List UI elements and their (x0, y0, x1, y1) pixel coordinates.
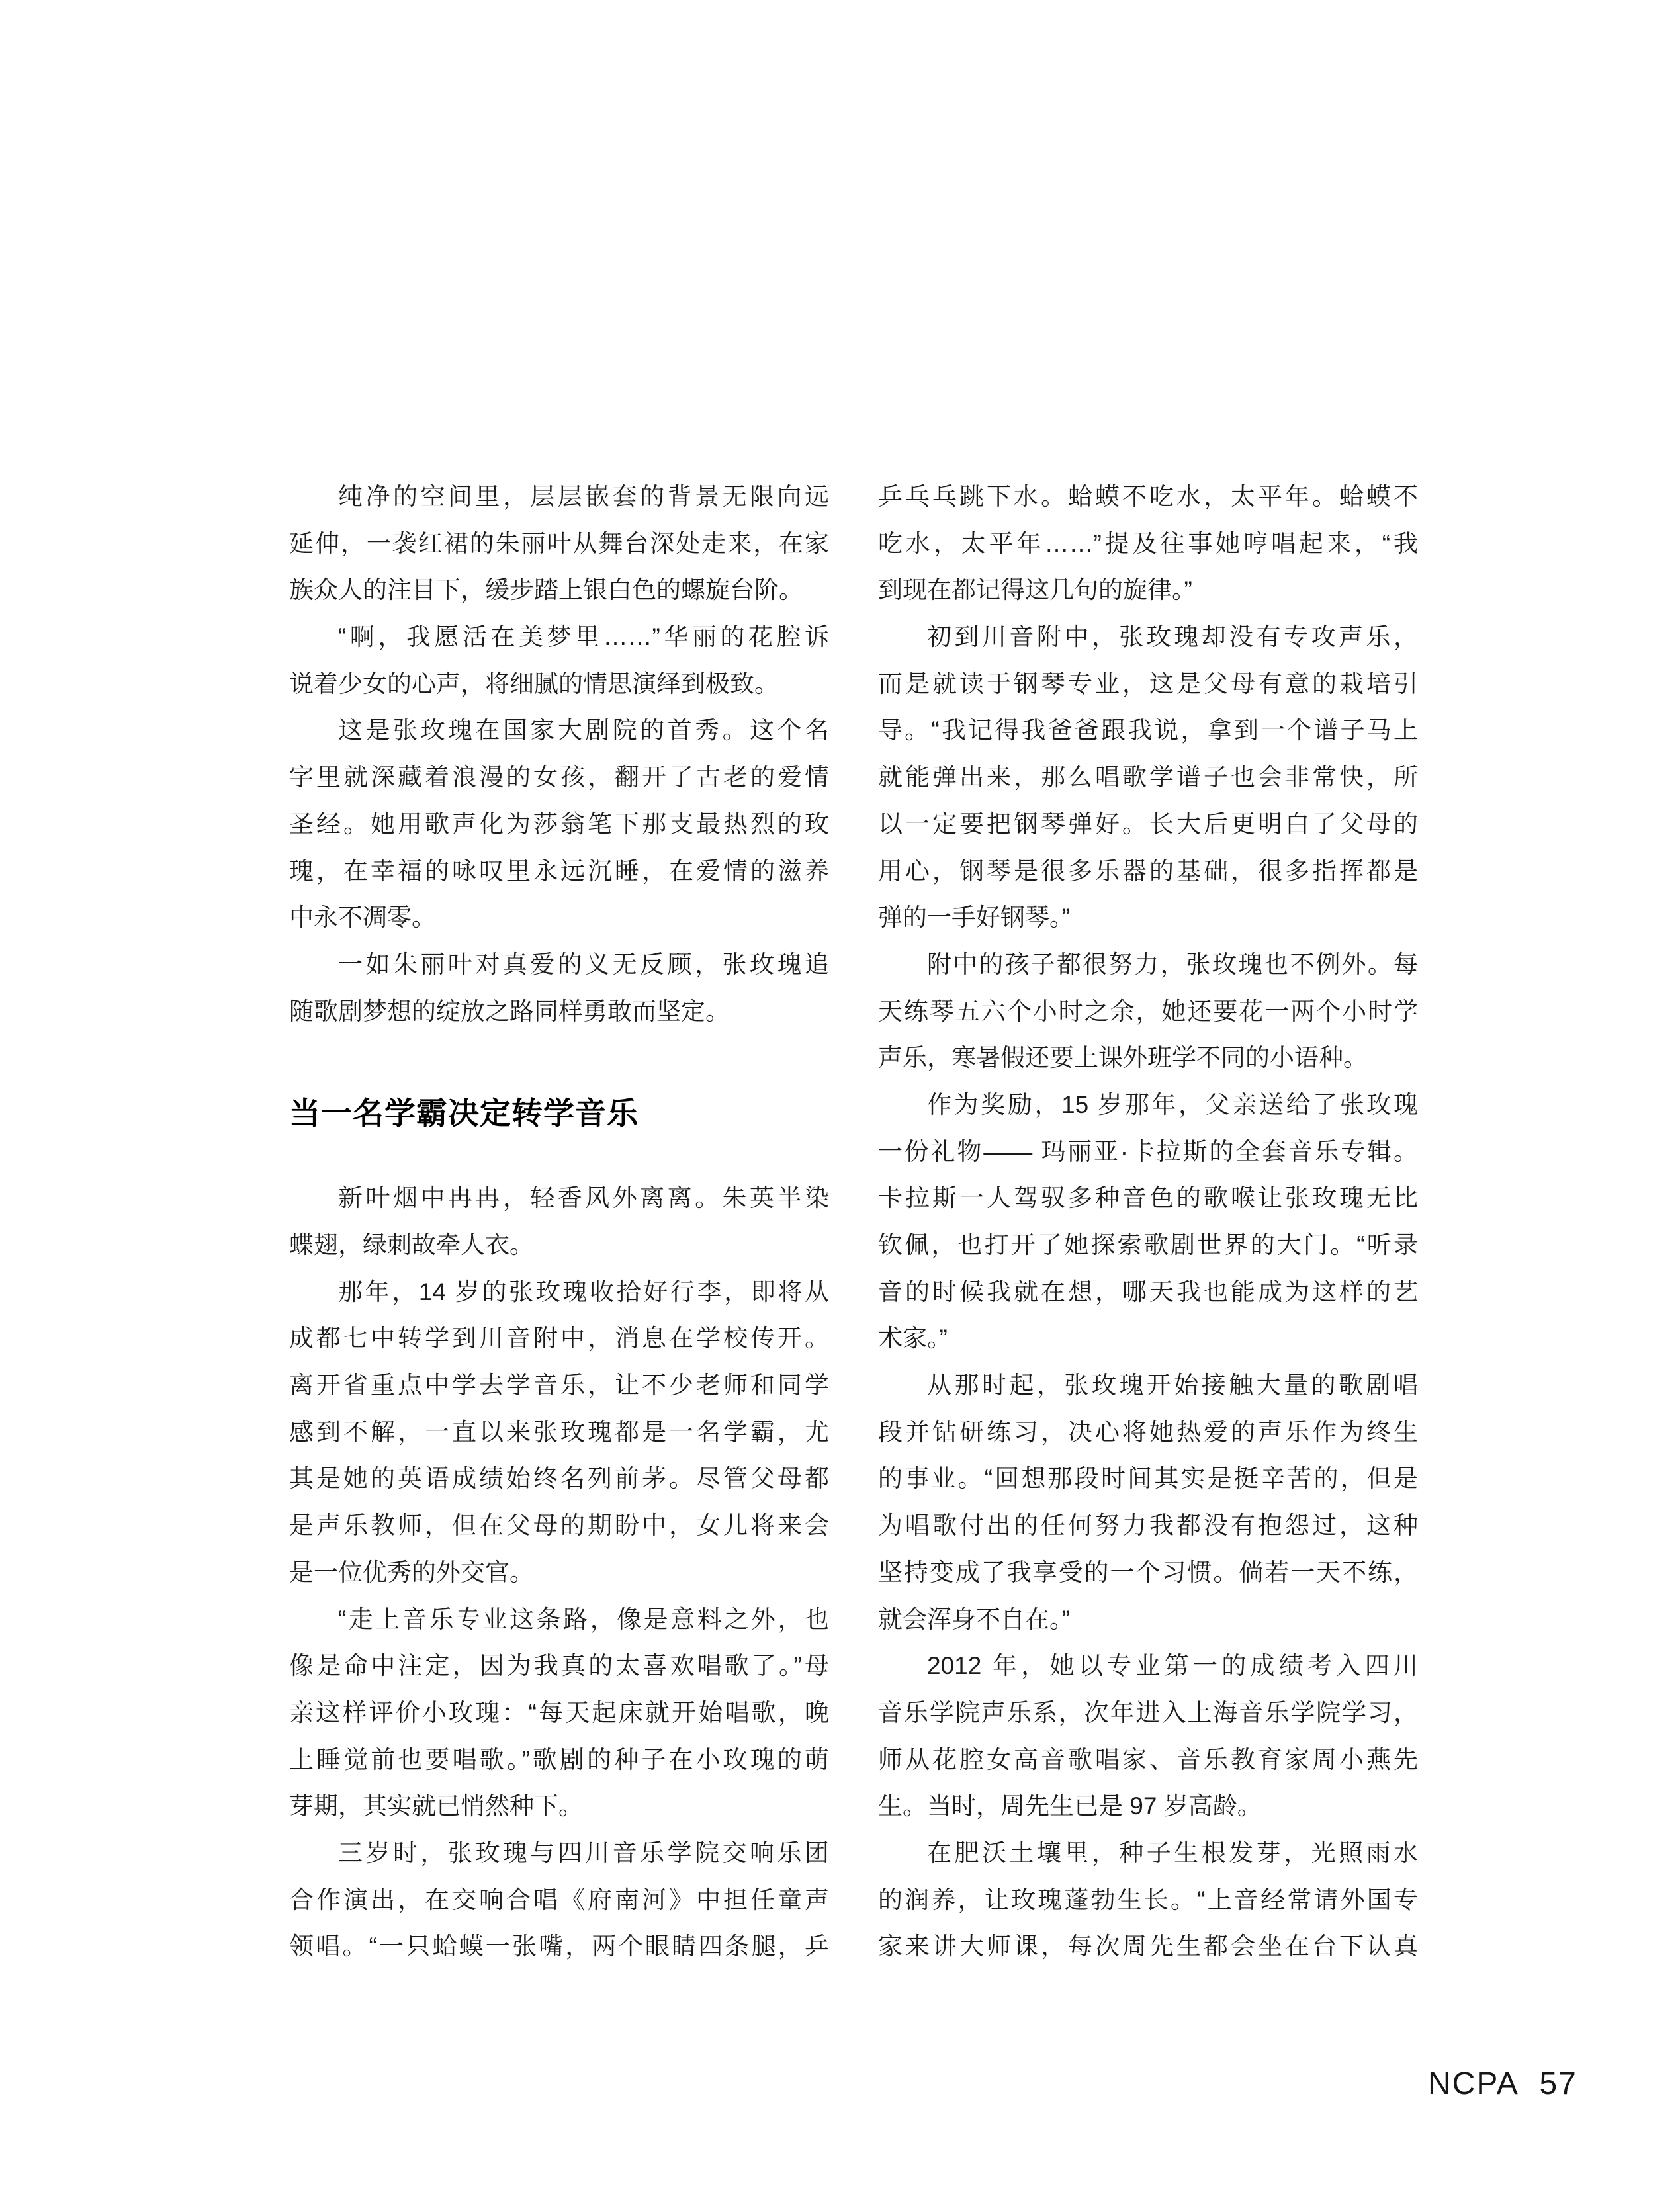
text-line: 从那时起，张玫瑰开始接触大量的歌剧唱 (927, 1372, 1418, 1399)
text-line: 卡拉斯一人驾驭多种音色的歌喉让张玫瑰无比 (878, 1184, 1418, 1212)
text-line: 天练琴五六个小时之余，她还要花一两个小时学 (878, 997, 1418, 1025)
text-line: “走上音乐专业这条路，像是意料之外，也 (338, 1605, 829, 1633)
text-line: 新叶烟中冉冉，轻香风外离离。朱英半染 (338, 1184, 829, 1212)
text-line: 字里就深藏着浪漫的女孩，翻开了古老的爱情 (289, 764, 829, 791)
text-line: 圣经。她用歌声化为莎翁笔下那支最热烈的玫 (289, 810, 829, 838)
text-line: 而是就读于钢琴专业，这是父母有意的栽培引 (878, 670, 1418, 697)
text-line: 就会浑身不自在。” (878, 1605, 1070, 1633)
text-line: 附中的孩子都很努力，张玫瑰也不例外。每 (927, 950, 1418, 978)
article-column-right (878, 474, 1418, 1970)
text-line: 上睡觉前也要唱歌。”歌剧的种子在小玫瑰的萌 (289, 1745, 829, 1773)
text-line: 导。“我记得我爸爸跟我说，拿到一个谱子马上 (878, 717, 1418, 744)
text-line: 说着少女的心声，将细腻的情思演绎到极致。 (289, 670, 779, 697)
text-line: 感到不解，一直以来张玫瑰都是一名学霸，尤 (289, 1418, 829, 1446)
text-line: 是一位优秀的外交官。 (289, 1558, 534, 1586)
text-line: 吃水，太平年……”提及往事她哼唱起来，“我 (878, 529, 1418, 557)
text-line: 的事业。“回想那段时间其实是挺辛苦的，但是 (878, 1465, 1418, 1493)
text-line: 纯净的空间里，层层嵌套的背景无限向远 (338, 483, 829, 510)
text-line: 在肥沃土壤里，种子生根发芽，光照雨水 (927, 1839, 1418, 1866)
text-line: 段并钻研练习，决心将她热爱的声乐作为终生 (878, 1418, 1418, 1446)
text-line: 师从花腔女高音歌唱家、音乐教育家周小燕先 (878, 1745, 1418, 1773)
text-line: 瑰，在幸福的咏叹里永远沉睡，在爱情的滋养 (289, 857, 829, 885)
text-line: 音的时候我就在想，哪天我也能成为这样的艺 (878, 1278, 1418, 1305)
text-line: 这是张玫瑰在国家大剧院的首秀。这个名 (338, 717, 829, 744)
text-line: 其是她的英语成绩始终名列前茅。尽管父母都 (289, 1465, 829, 1493)
text-line: 的润养，让玫瑰蓬勃生长。“上音经常请外国专 (878, 1886, 1418, 1913)
text-line: 延伸，一袭红裙的朱丽叶从舞台深处走来，在家 (289, 529, 829, 557)
text-line: 一如朱丽叶对真爱的义无反顾，张玫瑰追 (338, 950, 829, 978)
text-line: 是声乐教师，但在父母的期盼中，女儿将来会 (289, 1512, 829, 1540)
text-line: “啊，我愿活在美梦里……”华丽的花腔诉 (338, 623, 829, 651)
text-line: 音乐学院声乐系，次年进入上海音乐学院学习， (878, 1698, 1418, 1726)
text-line: 离开省重点中学去学音乐，让不少老师和同学 (289, 1372, 829, 1399)
text-line: 声乐，寒暑假还要上课外班学不同的小语种。 (878, 1044, 1368, 1072)
text-line: 用心，钢琴是很多乐器的基础，很多指挥都是 (878, 857, 1418, 885)
text-line: 到现在都记得这几句的旋律。” (878, 576, 1192, 604)
text-line: 蝶翅，绿刺故牵人衣。 (289, 1231, 534, 1259)
text-line: 为唱歌付出的任何努力我都没有抱怨过，这种 (878, 1512, 1418, 1540)
text-line: 像是命中注定，因为我真的太喜欢唱歌了。”母 (289, 1652, 829, 1680)
text-line: 乒乓乓跳下水。蛤蟆不吃水，太平年。蛤蟆不 (878, 483, 1418, 510)
text-line: 随歌剧梦想的绽放之路同样勇敢而坚定。 (289, 997, 730, 1025)
text-line: 族众人的注目下，缓步踏上银白色的螺旋台阶。 (289, 576, 803, 604)
text-line: 作为奖励，15 岁那年，父亲送给了张玫瑰 (927, 1090, 1418, 1118)
text-line: 合作演出，在交响合唱《府南河》中担任童声 (289, 1886, 829, 1913)
text-line: 钦佩，也打开了她探索歌剧世界的大门。“听录 (878, 1231, 1418, 1258)
text-line: 2012 年，她以专业第一的成绩考入四川 (927, 1652, 1418, 1680)
text-line: 一份礼物—— 玛丽亚·卡拉斯的全套音乐专辑。 (878, 1137, 1418, 1165)
text-line: 弹的一手好钢琴。” (878, 904, 1070, 932)
text-line: 以一定要把钢琴弹好。长大后更明白了父母的 (878, 810, 1418, 838)
text-line: 领唱。“一只蛤蟆一张嘴，两个眼睛四条腿，乒 (289, 1933, 829, 1960)
article-column-left (289, 474, 829, 1970)
text-line: 亲这样评价小玫瑰：“每天起床就开始唱歌，晚 (289, 1698, 829, 1726)
text-line: 术家。” (878, 1325, 948, 1352)
text-line: 三岁时，张玫瑰与四川音乐学院交响乐团 (338, 1839, 829, 1866)
text-line: 中永不凋零。 (289, 904, 436, 932)
text-line: 就能弹出来，那么唱歌学谱子也会非常快，所 (878, 764, 1418, 791)
text-line: 坚持变成了我享受的一个习惯。倘若一天不练， (878, 1558, 1418, 1586)
text-line: 初到川音附中，张玫瑰却没有专攻声乐， (927, 623, 1418, 651)
section-heading: 当一名学霸决定转学音乐 (289, 1095, 639, 1131)
text-line: 成都七中转学到川音附中，消息在学校传开。 (289, 1325, 829, 1352)
page-number: NCPA 57 (1428, 2066, 1577, 2101)
text-line: 芽期，其实就已悄然种下。 (289, 1792, 583, 1820)
text-line: 生。当时，周先生已是 97 岁高龄。 (878, 1792, 1262, 1820)
text-line: 家来讲大师课，每次周先生都会坐在台下认真 (878, 1933, 1418, 1960)
text-line: 那年，14 岁的张玫瑰收拾好行李，即将从 (338, 1278, 829, 1305)
